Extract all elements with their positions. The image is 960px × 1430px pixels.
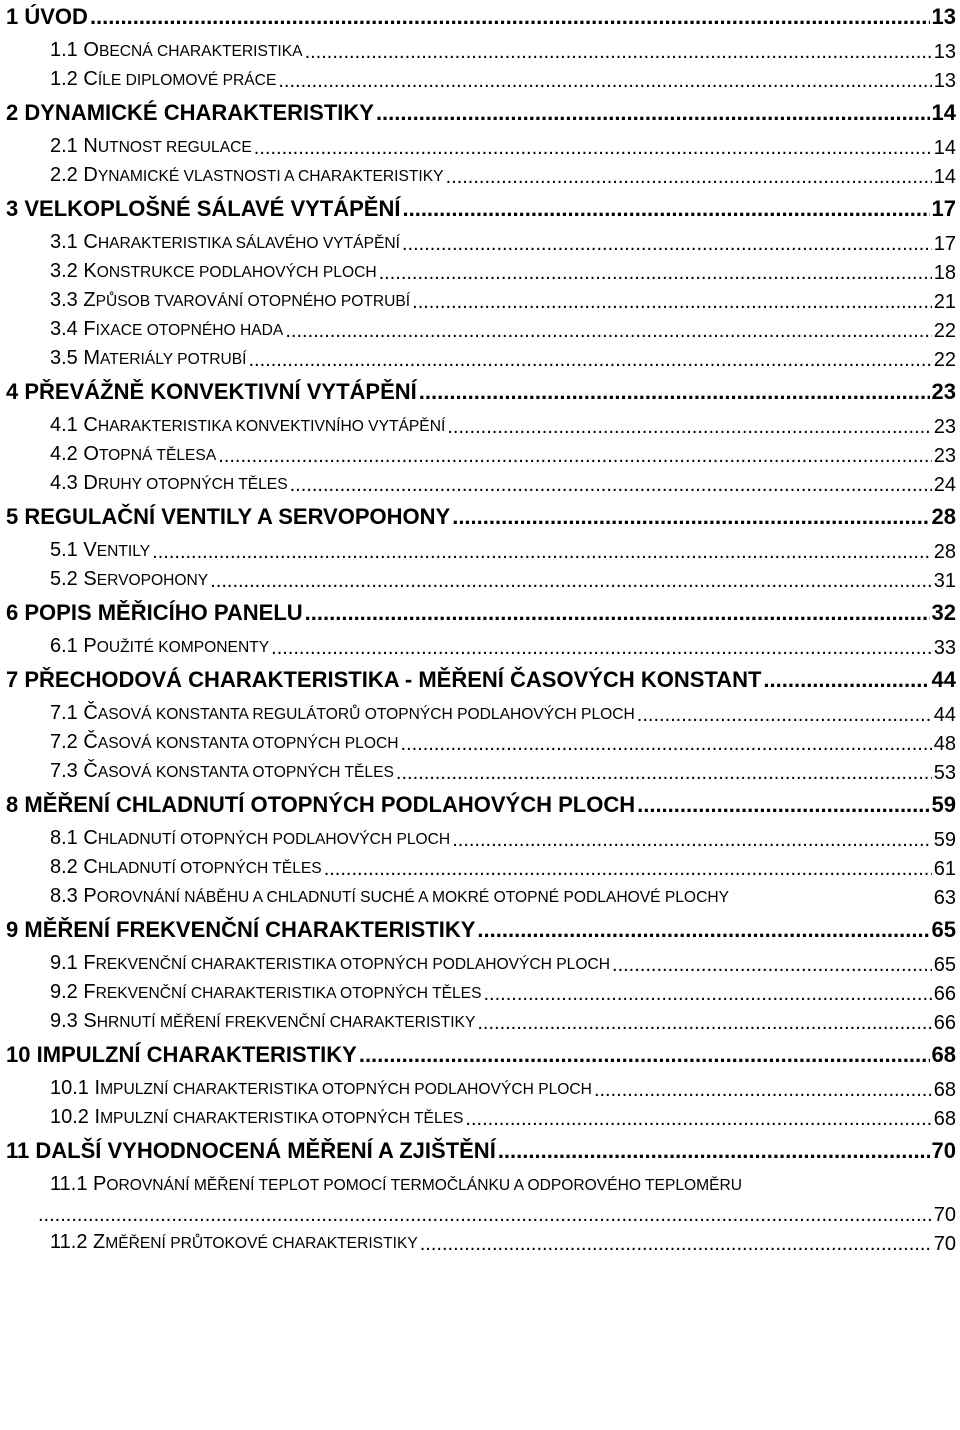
toc-page-number: 70 xyxy=(933,1204,956,1226)
toc-entry-number: 10 xyxy=(6,1042,31,1067)
toc-entry-capital: MĚŘENÍ CHLADNUTÍ OTOPNÝCH PODLAHOVÝCH PLOCH xyxy=(24,792,636,817)
toc-page-number: 70 xyxy=(933,1233,956,1255)
toc-leader-dots xyxy=(498,1138,930,1164)
toc-chapter-row[interactable] xyxy=(0,596,960,626)
toc-entry-title xyxy=(6,600,303,626)
toc-leader-dots xyxy=(447,414,931,440)
toc-chapter-row[interactable] xyxy=(0,663,960,693)
toc-entry-title xyxy=(6,196,400,222)
toc-entry-capital: N xyxy=(83,135,98,157)
toc-leader-dots xyxy=(763,667,929,693)
toc-entry-title xyxy=(6,379,417,405)
toc-entry-capital: PŘEVÁŽNĚ KONVEKTIVNÍ VYTÁPĚNÍ xyxy=(24,379,417,404)
toc-section-row[interactable] xyxy=(0,131,960,161)
toc-entry-number: 7.3 xyxy=(50,760,78,782)
toc-entry-title xyxy=(50,537,150,565)
toc-entry-number: 3.4 xyxy=(50,318,78,340)
toc-entry-title xyxy=(50,854,322,882)
toc-entry-number: 9 xyxy=(6,917,19,942)
toc-entry-number: 10.1 xyxy=(50,1077,89,1099)
toc-page-number: 28 xyxy=(933,541,956,563)
toc-entry-capital: Č xyxy=(83,760,98,782)
toc-page-number: 66 xyxy=(933,1012,956,1034)
toc-chapter-row[interactable] xyxy=(0,192,960,222)
toc-section-row[interactable] xyxy=(0,64,960,94)
toc-entry-number: 8.2 xyxy=(50,856,78,878)
toc-page-number: 17 xyxy=(931,196,956,221)
toc-entry-number: 1 xyxy=(6,4,19,29)
toc-page-number: 28 xyxy=(931,504,956,529)
toc-entry-capital: C xyxy=(83,414,98,436)
toc-entry-capital: C xyxy=(83,68,98,90)
toc-entry-number: 4.1 xyxy=(50,414,78,436)
toc-entry-capital: O xyxy=(83,443,99,465)
toc-entry-capital: C xyxy=(83,856,98,878)
toc-entry-smallcaps: OROVNÁNÍ MĚŘENÍ TEPLOT POMOCÍ TERMOČLÁNKU A ODPOROVÉHO TEPLOMĚRU xyxy=(106,1177,743,1194)
toc-section-row[interactable] xyxy=(0,631,960,661)
toc-entry-title xyxy=(50,287,410,315)
toc-page-number: 63 xyxy=(933,887,956,909)
toc-section-row[interactable] xyxy=(0,285,960,315)
toc-entry-number: 9.1 xyxy=(50,952,78,974)
toc-entry-title xyxy=(6,667,761,693)
toc-entry-smallcaps: BECNÁ CHARAKTERISTIKA xyxy=(98,43,303,60)
toc-entry-title xyxy=(50,1008,475,1036)
toc-chapter-row[interactable] xyxy=(0,375,960,405)
toc-entry-smallcaps: HARAKTERISTIKA KONVEKTIVNÍHO VYTÁPĚNÍ xyxy=(97,418,446,435)
toc-entry-title xyxy=(50,345,247,373)
toc-page-number: 65 xyxy=(931,917,956,942)
toc-leader-dots xyxy=(477,1010,931,1036)
toc-entry-capital: ÚVOD xyxy=(24,4,88,29)
toc-page-number: 13 xyxy=(933,70,956,92)
toc-page-number: 21 xyxy=(933,291,956,313)
toc-page-number: 70 xyxy=(931,1138,956,1163)
toc-entry-title xyxy=(50,1075,592,1103)
toc-entry-smallcaps: HARAKTERISTIKA SÁLAVÉHO VYTÁPĚNÍ xyxy=(97,235,400,252)
toc-entry-title xyxy=(50,1171,742,1199)
toc-entry-smallcaps: MPULZNÍ CHARAKTERISTIKA OTOPNÝCH PODLAHOVÝCH PLOCH xyxy=(100,1081,592,1098)
toc-entry-capital: POPIS MĚŘICÍHO PANELU xyxy=(24,600,303,625)
toc-entry-title xyxy=(50,441,216,469)
toc-section-row[interactable] xyxy=(0,468,960,498)
toc-entry-smallcaps: OROVNÁNÍ NÁBĚHU A CHLADNUTÍ SUCHÉ A MOKRÉ OTOPNÉ PODLAHOVÉ PLOCHY xyxy=(96,889,729,906)
toc-page-number: 59 xyxy=(931,792,956,817)
toc-section-row[interactable] xyxy=(0,852,960,882)
toc-leader-dots xyxy=(452,827,932,853)
toc-entry-number: 3.5 xyxy=(50,347,78,369)
toc-chapter-row[interactable] xyxy=(0,500,960,530)
toc-chapter-row[interactable] xyxy=(0,913,960,943)
toc-entry-title xyxy=(50,566,208,594)
toc-entry-smallcaps: MĚŘENÍ PRŮTOKOVÉ CHARAKTERISTIKY xyxy=(105,1235,418,1252)
toc-section-row[interactable] xyxy=(0,881,960,911)
toc-entry-smallcaps: UTNOST REGULACE xyxy=(97,139,252,156)
toc-entry-title xyxy=(50,950,610,978)
toc-entry-number: 5 xyxy=(6,504,19,529)
toc-entry-capital: VELKOPLOŠNÉ SÁLAVÉ VYTÁPĚNÍ xyxy=(24,196,401,221)
toc-entry-capital: Č xyxy=(83,731,98,753)
toc-leader-dots xyxy=(401,731,932,757)
toc-page-number: 22 xyxy=(933,320,956,342)
toc-leader-dots xyxy=(324,856,932,882)
toc-page-number: 44 xyxy=(933,704,956,726)
toc-leader-dots xyxy=(359,1042,930,1068)
toc-entry-smallcaps: PŮSOB TVAROVÁNÍ OTOPNÉHO POTRUBÍ xyxy=(95,293,411,310)
toc-entry-title xyxy=(50,825,450,853)
toc-entry-capital: Z xyxy=(93,1231,106,1253)
toc-entry-title xyxy=(6,1042,357,1068)
toc-section-row[interactable] xyxy=(0,698,960,728)
toc-section-row[interactable] xyxy=(0,948,960,978)
toc-entry-title xyxy=(50,1104,463,1132)
toc-entry-number: 8 xyxy=(6,792,19,817)
toc-entry-title xyxy=(50,700,635,728)
toc-entry-smallcaps: OUŽITÉ KOMPONENTY xyxy=(96,639,270,656)
toc-entry-capital: IMPULZNÍ CHARAKTERISTIKY xyxy=(36,1042,357,1067)
toc-entry-title xyxy=(50,470,288,498)
toc-leader-dots xyxy=(637,702,932,728)
toc-entry-number: 1.2 xyxy=(50,68,78,90)
toc-entry-capital: F xyxy=(83,318,96,340)
toc-entry-capital: M xyxy=(83,347,101,369)
toc-page-number: 68 xyxy=(933,1108,956,1130)
toc-page-number: 65 xyxy=(933,954,956,976)
toc-entry-title xyxy=(50,1229,418,1257)
toc-entry-number: 9.3 xyxy=(50,1010,78,1032)
toc-entry-capital: Z xyxy=(83,289,96,311)
toc-leader-dots xyxy=(218,443,932,469)
toc-page-number: 53 xyxy=(933,762,956,784)
toc-leader-dots xyxy=(379,260,932,286)
toc-entry-title xyxy=(6,100,374,126)
toc-section-row[interactable] xyxy=(0,343,960,373)
toc-page-number: 66 xyxy=(933,983,956,1005)
toc-page-number: 31 xyxy=(933,570,956,592)
toc-entry-smallcaps: MPULZNÍ CHARAKTERISTIKA OTOPNÝCH TĚLES xyxy=(100,1110,464,1127)
toc-entry-number: 2.2 xyxy=(50,164,78,186)
toc-section-row[interactable] xyxy=(0,823,960,853)
toc-entry-smallcaps: REKVENČNÍ CHARAKTERISTIKA OTOPNÝCH TĚLES xyxy=(95,985,482,1002)
toc-entry-number: 6.1 xyxy=(50,635,78,657)
toc-entry-capital: P xyxy=(93,1173,107,1195)
toc-entry-smallcaps: HLADNUTÍ OTOPNÝCH PODLAHOVÝCH PLOCH xyxy=(97,831,451,848)
toc-entry-number: 3 xyxy=(6,196,19,221)
toc-leader-dots xyxy=(305,39,932,65)
toc-page-number: 33 xyxy=(933,637,956,659)
toc-entry-capital: F xyxy=(83,981,96,1003)
toc-leader-dots xyxy=(376,100,930,126)
toc-leader-dots xyxy=(484,981,932,1007)
toc-entry-number: 2 xyxy=(6,100,19,125)
toc-section-row[interactable] xyxy=(0,756,960,786)
toc-page-number: 68 xyxy=(933,1079,956,1101)
toc-entry-title xyxy=(50,979,482,1007)
toc-entry-number: 4.2 xyxy=(50,443,78,465)
toc-entry-smallcaps: HRNUTÍ MĚŘENÍ FREKVENČNÍ CHARAKTERISTIKY xyxy=(96,1014,476,1031)
toc-entry-smallcaps: ENTILY xyxy=(96,543,151,560)
toc-section-row[interactable] xyxy=(0,35,960,65)
toc-entry-number: 1.1 xyxy=(50,39,78,61)
toc-entry-number: 11.1 xyxy=(50,1173,88,1195)
toc-entry-number: 9.2 xyxy=(50,981,78,1003)
toc-page-number: 14 xyxy=(933,166,956,188)
toc-leader-dots xyxy=(412,289,932,315)
toc-entry-title xyxy=(6,792,635,818)
toc-entry-title xyxy=(6,917,475,943)
toc-entry-smallcaps: ASOVÁ KONSTANTA OTOPNÝCH PLOCH xyxy=(97,735,399,752)
toc-section-row[interactable] xyxy=(0,535,960,565)
toc-chapter-row[interactable] xyxy=(0,1038,960,1068)
toc-entry-title xyxy=(50,162,444,190)
toc-entry-capital: D xyxy=(83,164,98,186)
toc-entry-title xyxy=(50,758,394,786)
toc-section-row[interactable] xyxy=(0,1102,960,1132)
toc-entry-title xyxy=(50,229,400,257)
toc-entry-smallcaps: ATERIÁLY POTRUBÍ xyxy=(100,351,247,368)
toc-entry-number: 3.1 xyxy=(50,231,78,253)
toc-entry-smallcaps: YNAMICKÉ VLASTNOSTI A CHARAKTERISTIKY xyxy=(97,168,444,185)
toc-leader-dots xyxy=(452,504,929,530)
toc-chapter-row[interactable] xyxy=(0,788,960,818)
toc-entry-smallcaps: ONSTRUKCE PODLAHOVÝCH PLOCH xyxy=(96,264,377,281)
toc-section-row[interactable] xyxy=(0,256,960,286)
toc-section-row[interactable] xyxy=(0,160,960,190)
toc-section-row[interactable] xyxy=(0,227,960,257)
toc-section-row-continuation[interactable] xyxy=(0,1198,960,1228)
toc-entry-smallcaps: ERVOPOHONY xyxy=(96,572,209,589)
toc-page-number: 24 xyxy=(933,474,956,496)
toc-page-number: 17 xyxy=(933,233,956,255)
toc-entry-number: 6 xyxy=(6,600,19,625)
toc-entry-capital: C xyxy=(83,231,98,253)
toc-entry-smallcaps: RUHY OTOPNÝCH TĚLES xyxy=(97,476,288,493)
toc-entry-capital: F xyxy=(83,952,96,974)
toc-entry-number: 4.3 xyxy=(50,472,78,494)
toc-leader-dots xyxy=(396,760,932,786)
toc-section-row[interactable] xyxy=(0,727,960,757)
toc-entry-number: 8.1 xyxy=(50,827,78,849)
toc-chapter-row[interactable] xyxy=(0,1134,960,1164)
toc-chapter-row[interactable] xyxy=(0,96,960,126)
toc-entry-number: 11 xyxy=(6,1138,30,1163)
toc-page-number: 32 xyxy=(931,600,956,625)
toc-leader-dots xyxy=(152,539,932,565)
toc-section-row[interactable] xyxy=(0,1169,960,1199)
toc-section-row[interactable] xyxy=(0,564,960,594)
toc-entry-number: 5.2 xyxy=(50,568,78,590)
toc-entry-title xyxy=(50,412,445,440)
toc-leader-dots xyxy=(419,379,930,405)
toc-section-row[interactable] xyxy=(0,1227,960,1257)
toc-entry-number: 10.2 xyxy=(50,1106,89,1128)
toc-entry-capital: S xyxy=(83,568,97,590)
toc-leader-dots xyxy=(90,4,930,30)
toc-entry-smallcaps: ASOVÁ KONSTANTA OTOPNÝCH TĚLES xyxy=(97,764,394,781)
toc-page-number: 44 xyxy=(931,667,956,692)
toc-leader-dots xyxy=(402,196,929,222)
toc-entry-title xyxy=(50,133,252,161)
toc-entry-number: 4 xyxy=(6,379,19,404)
toc-entry-capital: Č xyxy=(83,702,98,724)
toc-entry-capital: PŘECHODOVÁ CHARAKTERISTIKA - MĚŘENÍ ČASOVÝCH KONSTANT xyxy=(24,667,762,692)
toc-page-number: 14 xyxy=(931,100,956,125)
toc-entry-capital: MĚŘENÍ FREKVENČNÍ CHARAKTERISTIKY xyxy=(24,917,476,942)
toc-page-number: 68 xyxy=(931,1042,956,1067)
toc-leader-dots xyxy=(594,1077,932,1103)
toc-page-number: 13 xyxy=(931,4,956,29)
toc-entry-number: 7.1 xyxy=(50,702,78,724)
toc-page-number: 61 xyxy=(933,858,956,880)
toc-entry-smallcaps: REKVENČNÍ CHARAKTERISTIKA OTOPNÝCH PODLAHOVÝCH PLOCH xyxy=(95,956,611,973)
toc-page-number: 23 xyxy=(933,445,956,467)
toc-page-number: 23 xyxy=(931,379,956,404)
toc-entry-title xyxy=(50,258,377,286)
toc-section-row[interactable] xyxy=(0,1006,960,1036)
toc-entry-number: 3.2 xyxy=(50,260,78,282)
toc-entry-number: 5.1 xyxy=(50,539,78,561)
toc-entry-title xyxy=(6,504,450,530)
toc-leader-dots xyxy=(278,68,931,94)
toc-page-number: 22 xyxy=(933,349,956,371)
toc-page-number: 14 xyxy=(933,137,956,159)
toc-entry-title xyxy=(6,1138,496,1164)
toc-leader-dots xyxy=(285,318,931,344)
toc-entry-capital: REGULAČNÍ VENTILY A SERVOPOHONY xyxy=(24,504,451,529)
toc-leader-dots xyxy=(254,135,932,161)
toc-leader-dots xyxy=(210,568,932,594)
toc-page-number: 23 xyxy=(933,416,956,438)
toc-entry-capital: I xyxy=(94,1077,101,1099)
toc-leader-dots xyxy=(420,1231,932,1257)
toc-entry-title xyxy=(50,729,399,757)
toc-page-number: 13 xyxy=(933,41,956,63)
toc-entry-capital: V xyxy=(83,539,97,561)
toc-entry-number: 3.3 xyxy=(50,289,78,311)
toc-entry-capital: P xyxy=(83,885,97,907)
toc-entry-smallcaps: IXACE OTOPNÉHO HADA xyxy=(95,322,284,339)
toc-entry-capital: I xyxy=(94,1106,101,1128)
toc-entry-title xyxy=(50,37,303,65)
toc-leader-dots xyxy=(271,635,932,661)
toc-page-number: 48 xyxy=(933,733,956,755)
toc-leader-dots xyxy=(402,231,932,257)
toc-entry-number: 11.2 xyxy=(50,1231,88,1253)
toc-section-row[interactable] xyxy=(0,410,960,440)
toc-section-row[interactable] xyxy=(0,977,960,1007)
toc-entry-smallcaps: HLADNUTÍ OTOPNÝCH TĚLES xyxy=(97,860,322,877)
toc-leader-dots xyxy=(305,600,930,626)
toc-entry-number: 2.1 xyxy=(50,135,78,157)
toc-entry-capital: DYNAMICKÉ CHARAKTERISTIKY xyxy=(24,100,374,125)
toc-page-number: 59 xyxy=(933,829,956,851)
toc-chapter-row[interactable] xyxy=(0,0,960,30)
toc-entry-smallcaps: TOPNÁ TĚLESA xyxy=(98,447,217,464)
toc-page-number: 18 xyxy=(933,262,956,284)
toc-leader-dots xyxy=(465,1106,931,1132)
toc-entry-title xyxy=(50,883,729,911)
toc-entry-capital: S xyxy=(83,1010,97,1032)
toc-entry-capital: DALŠÍ VYHODNOCENÁ MĚŘENÍ A ZJIŠTĚNÍ xyxy=(35,1138,496,1163)
toc-leader-dots xyxy=(249,347,932,373)
toc-entry-number: 7 xyxy=(6,667,19,692)
toc-section-row[interactable] xyxy=(0,439,960,469)
toc-leader-dots xyxy=(477,917,929,943)
toc-entry-capital: O xyxy=(83,39,99,61)
toc-entry-smallcaps: ASOVÁ KONSTANTA REGULÁTORŮ OTOPNÝCH PODLAHOVÝCH PLOCH xyxy=(97,706,635,723)
toc-leader-dots xyxy=(612,952,932,978)
toc-entry-title xyxy=(50,316,283,344)
toc-entry-title xyxy=(50,633,269,661)
toc-section-row[interactable] xyxy=(0,314,960,344)
toc-entry-capital: D xyxy=(83,472,98,494)
toc-entry-title xyxy=(50,66,276,94)
toc-leader-dots xyxy=(290,472,932,498)
toc-section-row[interactable] xyxy=(0,1073,960,1103)
toc-entry-smallcaps: ÍLE DIPLOMOVÉ PRÁCE xyxy=(97,72,277,89)
toc-leader-dots xyxy=(38,1202,932,1228)
toc-entry-capital: C xyxy=(83,827,98,849)
toc-entry-number: 7.2 xyxy=(50,731,78,753)
toc-leader-dots xyxy=(637,792,929,818)
toc-entry-capital: K xyxy=(83,260,97,282)
toc-entry-capital: P xyxy=(83,635,97,657)
toc-entry-number: 8.3 xyxy=(50,885,78,907)
toc-leader-dots xyxy=(446,164,932,190)
toc-entry-title xyxy=(6,4,88,30)
